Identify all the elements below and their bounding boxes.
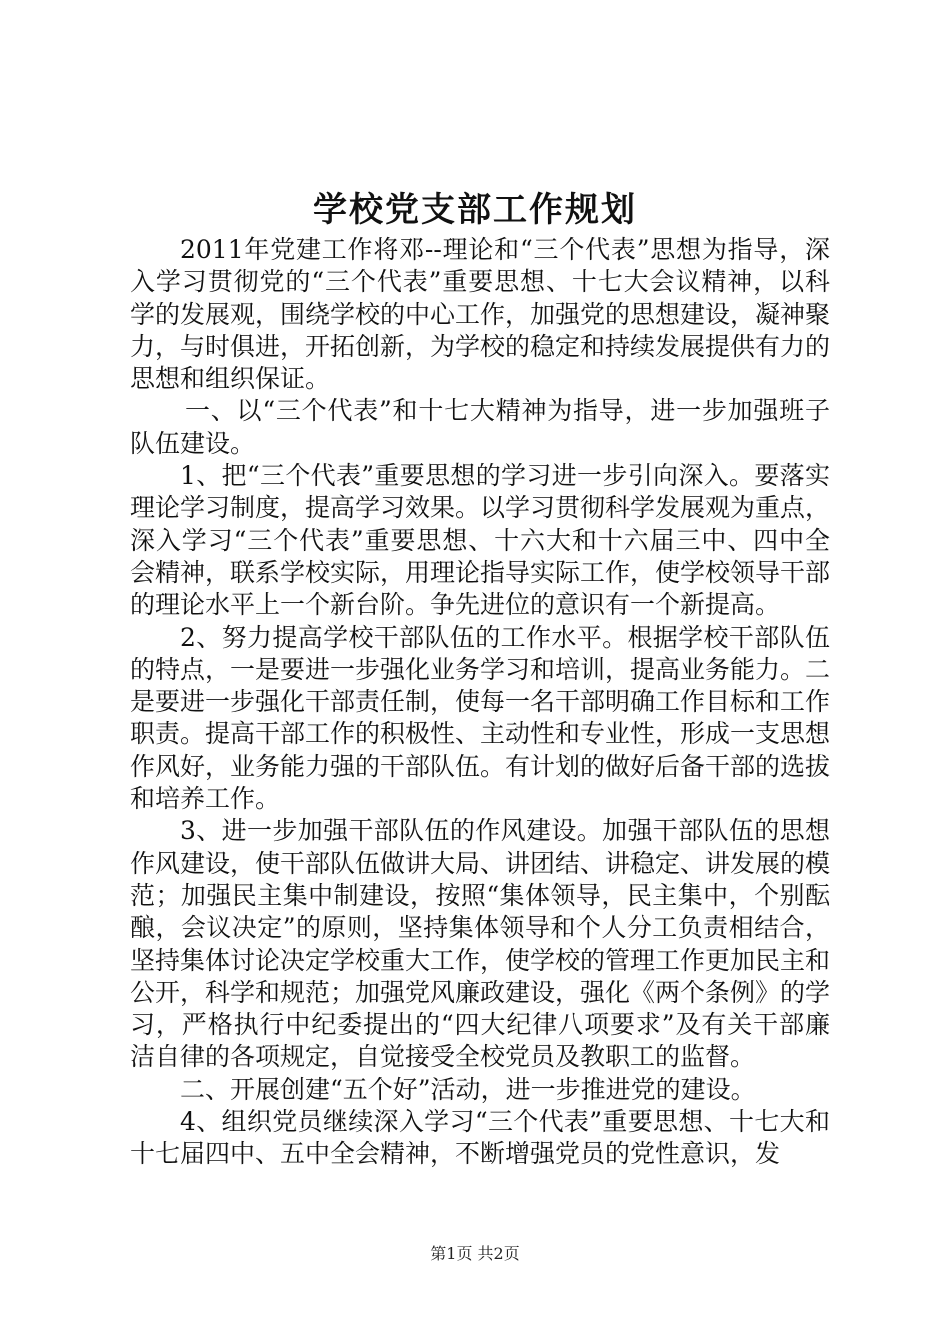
document-body (130, 234, 830, 1171)
paragraph-item-4: 4、组织党员继续深入学习“三个代表”重要思想、十七大和十七届四中、五中全会精神，不断增强党员的党性意识，发 (130, 1107, 830, 1169)
intro-paragraph: 2011年党建工作将邓--理论和“三个代表”思想为指导，深入学习贯彻党的“三个代表”重要思想、十七大会议精神，以科学的发展观，围绕学校的中心工作，加强党的思想建设，凝神聚力，与时俱进，开拓创新，为学校的稳定和持续发展提供有力的思想和组织保证。 (130, 235, 831, 394)
section-heading-1: 一、以“三个代表”和十七大精神为指导，进一步加强班子队伍建设。 (130, 396, 830, 458)
paragraph-item-2: 2、努力提高学校干部队伍的工作水平。根据学校干部队伍的特点，一是要进一步强化业务学习和培训，提高业务能力。二是要进一步强化干部责任制，使每一名干部明确工作目标和工作职责。提高干部工作的积极性、主动性和专业性，形成一支思想作风好，业务能力强的干部队伍。有计划的做好后备干部的选拔和培养工作。 (130, 622, 831, 814)
paragraph-item-3: 3、进一步加强干部队伍的作风建设。加强干部队伍的思想作风建设，使干部队伍做讲大局、讲团结、讲稳定、讲发展的模范；加强民主集中制建设，按照“集体领导，民主集中，个别酝酿，会议决定”的原则，坚持集体领导和个人分工负责相结合，坚持集体讨论决定学校重大工作，使学校的管理工作更加民主和公开，科学和规范；加强党风廉政建设，强化《两个条例》的学习，严格执行中纪委提出的“四大纪律八项要求”及有关干部廉洁自律的各项规定，自觉接受全校党员及教职工的监督。 (130, 816, 831, 1072)
page-footer: 第1页 共2页 (430, 1244, 520, 1263)
section-heading-2: 二、开展创建“五个好”活动，进一步推进党的建设。 (180, 1074, 756, 1104)
document-title: 学校党支部工作规划 (313, 190, 637, 230)
paragraph-item-1: 1、把“三个代表”重要思想的学习进一步引向深入。要落实理论学习制度，提高学习效果。以学习贯彻科学发展观为重点，深入学习“三个代表”重要思想、十六大和十六届三中、四中全会精神，联系学校实际，用理论指导实际工作，使学校领导干部的理论水平上一个新台阶。争先进位的意识有一个新提高。 (130, 461, 831, 620)
